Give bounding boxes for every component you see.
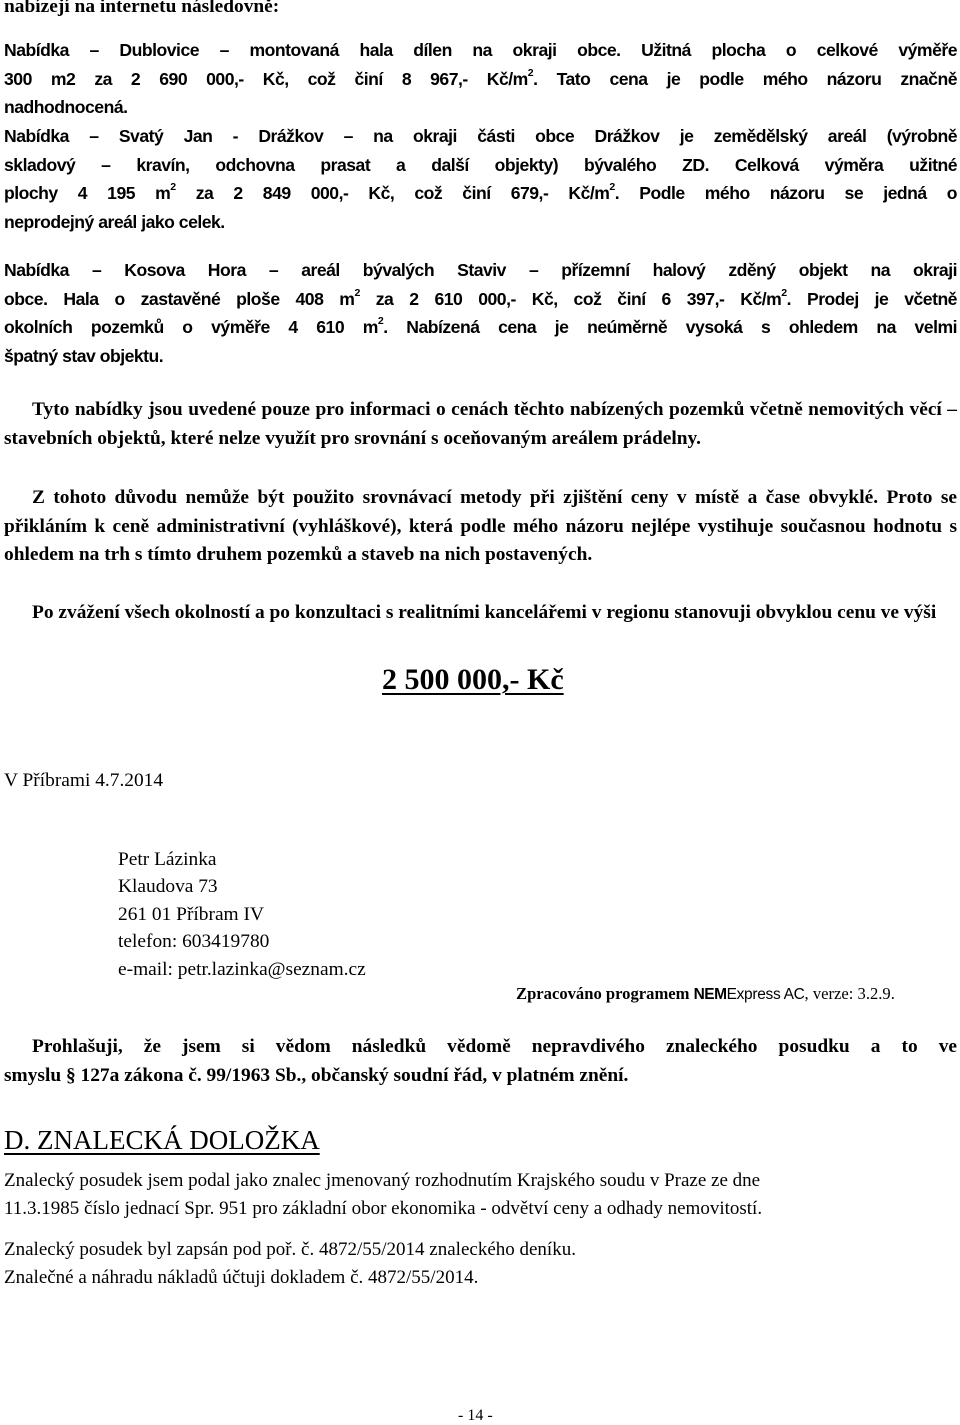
- author-phone: telefon: 603419780: [118, 931, 270, 953]
- offer-svaty-jan: Nabídka – Svatý Jan - Drážkov – na okraji části obce Drážkov je zemědělský areál (výrobně skladový – kravín, odchovna prasat a další objekty) bývalého ZD. Celková výměra užitné plochy 4 195 $m^2$ za 2 849 000,- Kč, což činí 679,- $Kč/m^2$. Podle mého názoru se jedná o neprodejný areál jako celek.: [4, 126, 957, 232]
- offer-dublovice: Nabídka – Dublovice – montovaná hala dílen na okraji obce. Užitná plocha o celkové výměře 300 m2 za 2 690 000,- Kč, což činí 8 967,- $Kč/m^2$. Tato cena je podle mého názoru značně nadhodnocená.: [4, 40, 957, 117]
- intro-line: nabízejí na internetu následovně:: [4, 0, 280, 17]
- author-address: [118, 846, 366, 983]
- page-number: - 14 -: [458, 1407, 493, 1424]
- software-note: Zpracováno programem NEMExpress AC, verze: 3.2.9.: [516, 984, 895, 1003]
- final-price: 2 500 000,- Kč: [382, 663, 564, 696]
- expert-clause: Znalecký posudek jsem podal jako znalec jmenovaný rozhodnutím Krajského soudu v Praze ze dne 11.3.1985 číslo jednací Spr. 951 pro základní obor ekonomika - odvětví ceny a odhady nemovitostí.: [4, 1170, 763, 1219]
- offer-kosova-hora: Nabídka – Kosova Hora – areál bývalých Staviv – přízemní halový zděný objekt na okraji obce. Hala o zastavěné ploše 408 $m^2$ za 2 610 000,- Kč, což činí 6 397,- $Kč/m^2$. Prodej je včetně okolních pozemků o výměře 4 610 $m^2$. Nabízená cena je neúměrně vysoká s ohledem na velmi špatný stav objektu.: [4, 260, 957, 366]
- paragraph-reason: Z tohoto důvodu nemůže být použito srovnávací metody při zjištění ceny v místě a čase obvyklé. Proto se přikláním k ceně administrativní (vyhláškové), která podle mého názoru nejlépe vystihuje současnou hodnotu s ohledem na trh s tímto druhem pozemků a staveb na nich postavených.: [4, 487, 957, 565]
- paragraph-info: Tyto nabídky jsou uvedené pouze pro informaci o cenách těchto nabízených pozemků včetně nemovitých věcí – stavebních objektů, které nelze využít pro srovnání s oceňovaným areálem prádelny.: [4, 399, 957, 449]
- paragraph-conclusion: Po zvážení všech okolností a po konzultaci s realitními kancelářemi v regionu stanovuji obvyklou cenu ve výši: [32, 602, 937, 623]
- author-city: 261 01 Příbram IV: [118, 903, 264, 925]
- declaration: Prohlašuji, že jsem si vědom následků vědomě nepravdivého znaleckého posudku a to ve smyslu § 127a zákona č. 99/1963 Sb., občanský soudní řád, v platném znění.: [4, 1036, 957, 1086]
- author-name: Petr Lázinka: [118, 849, 217, 870]
- section-heading: D. ZNALECKÁ DOLOŽKA: [4, 1125, 320, 1155]
- author-email: e-mail: petr.lazinka@seznam.cz: [118, 958, 366, 980]
- author-street: Klaudova 73: [118, 876, 218, 898]
- place-date: V Příbrami 4.7.2014: [4, 770, 164, 791]
- registry-note: Znalecký posudek byl zapsán pod poř. č. 4872/55/2014 znaleckého deníku. Znalečné a náhradu nákladů účtuji dokladem č. 4872/55/2014.: [4, 1239, 576, 1288]
